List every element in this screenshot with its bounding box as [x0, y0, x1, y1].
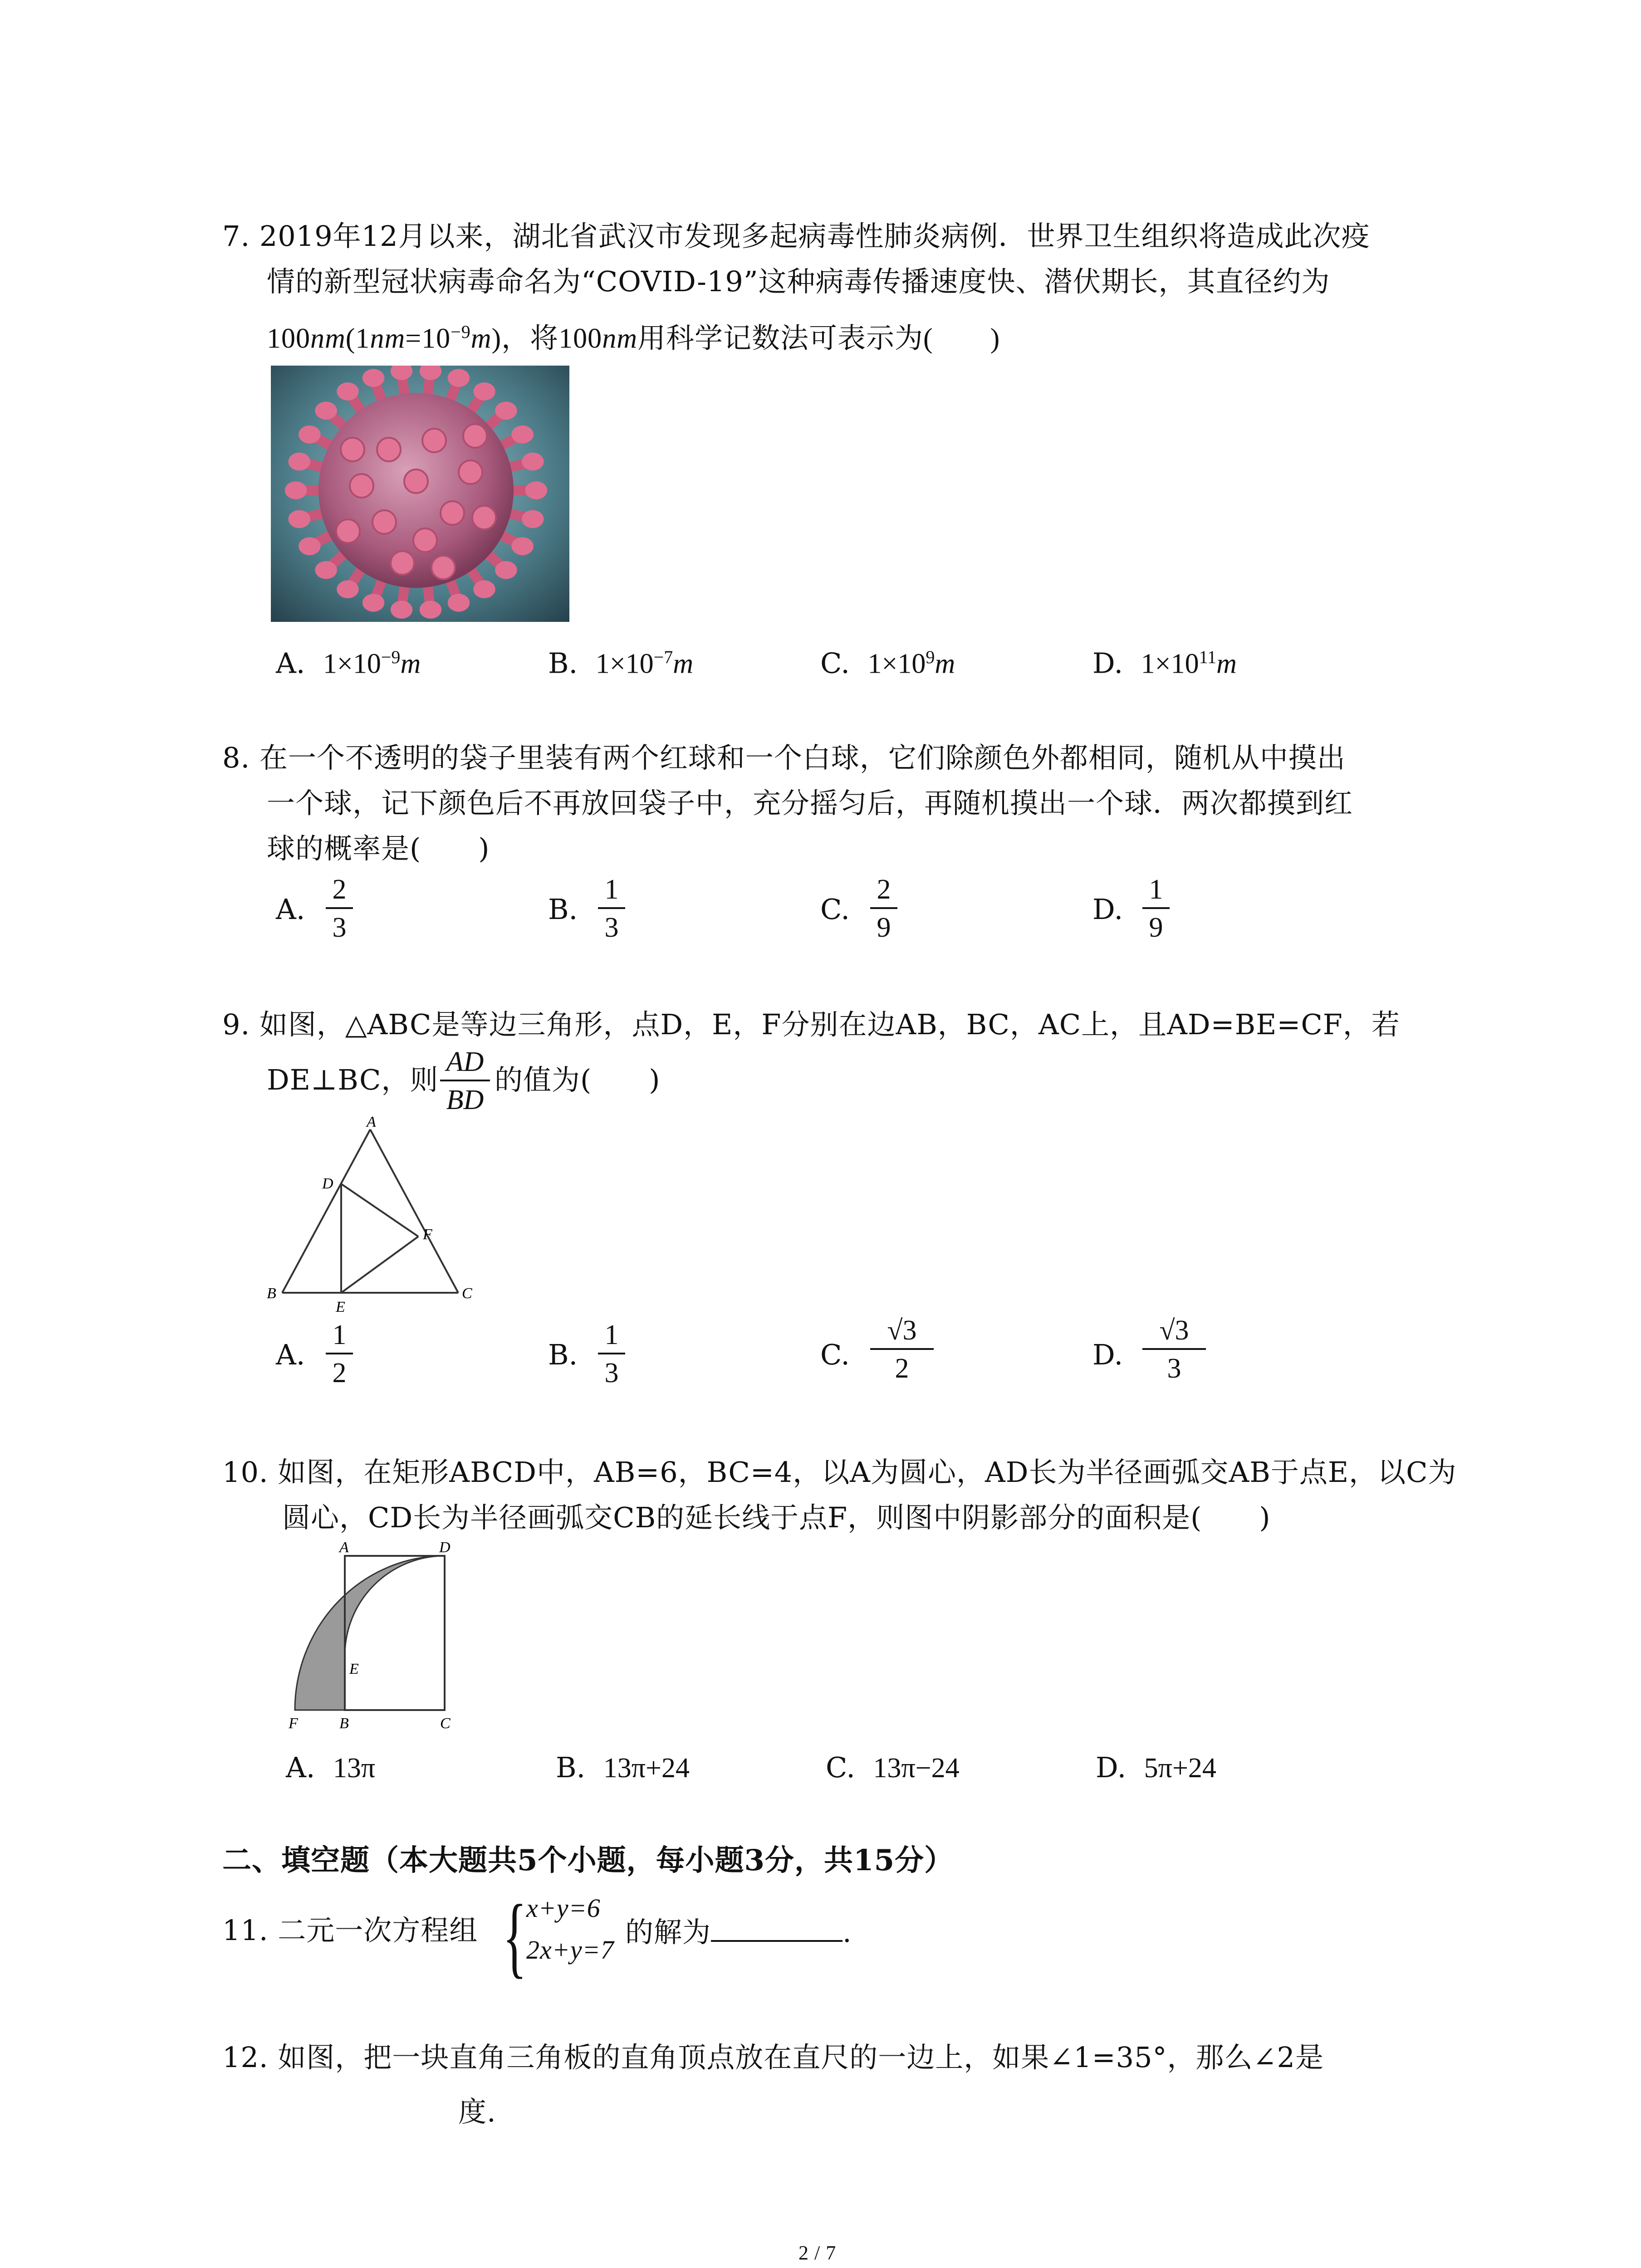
q10-rectangle-figure: [286, 1542, 499, 1737]
q8-option-a-label[interactable]: A.: [276, 893, 305, 926]
q10-label-f: F: [289, 1715, 298, 1732]
q9-option-a-fraction: 1 2: [326, 1321, 353, 1387]
q8-option-a-fraction: 2 3: [326, 875, 353, 942]
q8-option-c-fraction: 2 9: [870, 875, 897, 942]
q11-equation-1: x+y=6: [526, 1893, 601, 1923]
q9-label-a: A: [367, 1116, 376, 1130]
q9-option-d-fraction: √3 3: [1142, 1316, 1206, 1383]
q9-line2a: DE⊥BC，则: [267, 1063, 439, 1096]
q9-option-c-fraction: √3 2: [870, 1316, 934, 1383]
q7-option-b[interactable]: B. $1\times 10^{-7}m$: [548, 646, 694, 680]
q11-prefix: 11. 二元一次方程组: [222, 1914, 478, 1947]
virus-image: [271, 366, 569, 622]
q10-label-b: B: [339, 1715, 349, 1732]
page-number: 2 / 7: [798, 2242, 837, 2264]
q8-option-b-label[interactable]: B.: [548, 893, 578, 926]
q9-option-c-label[interactable]: C.: [820, 1338, 850, 1371]
q7-line3: $100nm(1nm=10^{-9}m)$，将100nm用科学记数法可表示为( ): [267, 322, 1000, 354]
q10-label-c: C: [440, 1715, 451, 1732]
q9-label-c: C: [462, 1285, 472, 1302]
q8-option-c-label[interactable]: C.: [820, 893, 850, 926]
q10-line1: 10. 如图，在矩形ABCD中，AB=6，BC=4，以A为圆心，AD长为半径画弧交AB于点E，以C为: [222, 1456, 1457, 1489]
q11-suffix: 的解为 .: [625, 1916, 852, 1949]
q9-option-b-label[interactable]: B.: [548, 1338, 578, 1371]
q11-equation-2: 2x+y=7: [526, 1935, 614, 1965]
q7-option-c[interactable]: C. $1\times 10^9m$: [820, 646, 955, 680]
q10-option-a[interactable]: A. 13π: [286, 1751, 376, 1784]
q11-brace: {: [503, 1887, 527, 1987]
q9-option-d-label[interactable]: D.: [1092, 1338, 1123, 1371]
q10-option-b[interactable]: B. 13π+24: [556, 1751, 690, 1784]
q9-label-e: E: [336, 1299, 345, 1315]
q8-option-d-label[interactable]: D.: [1092, 893, 1123, 926]
section-2-title: 二、填空题（本大题共5个小题，每小题3分，共15分）: [222, 1843, 954, 1877]
q7-option-a[interactable]: A. $1\times 10^{-9}m$: [276, 646, 421, 680]
q12-line1: 12. 如图，把一块直角三角板的直角顶点放在直尺的一边上，如果∠1=35°，那么∠2是: [222, 2041, 1324, 2074]
q9-label-f: F: [423, 1226, 432, 1243]
q9-triangle-figure: [259, 1116, 481, 1315]
q10-option-d[interactable]: D. 5π+24: [1096, 1751, 1216, 1784]
q10-label-a: A: [339, 1542, 349, 1556]
q8-option-d-fraction: 1 9: [1142, 875, 1170, 942]
q9-label-b: B: [267, 1285, 276, 1302]
q7-line2: 情的新型冠状病毒命名为“COVID-19”这种病毒传播速度快、潜伏期长，其直径约为: [267, 265, 1330, 298]
q10-option-c[interactable]: C. 13π−24: [826, 1751, 960, 1784]
q8-line2: 一个球，记下颜色后不再放回袋子中，充分摇匀后，再随机摸出一个球．两次都摸到红: [267, 787, 1353, 820]
q9-option-a-label[interactable]: A.: [276, 1338, 305, 1371]
q8-option-b-fraction: 1 3: [598, 875, 625, 942]
q10-label-e: E: [349, 1661, 359, 1677]
q9-line1: 9. 如图，△ABC是等边三角形，点D，E，F分别在边AB，BC，AC上，且AD=BE=CF，若: [222, 1008, 1400, 1041]
q12-line2: 度.: [458, 2095, 496, 2128]
q9-option-b-fraction: 1 3: [598, 1321, 625, 1387]
q9-line2b: 的值为( ): [495, 1063, 661, 1096]
q9-label-d: D: [322, 1175, 333, 1192]
q7-option-d[interactable]: D. $1\times 10^{11}m$: [1092, 646, 1237, 680]
q10-line2: 圆心，CD长为半径画弧交CB的延长线于点F，则图中阴影部分的面积是( ): [282, 1501, 1271, 1534]
q11-answer-blank[interactable]: [711, 1916, 843, 1942]
q8-line1: 8. 在一个不透明的袋子里装有两个红球和一个白球，它们除颜色外都相同，随机从中摸出: [222, 741, 1346, 774]
q7-line1: 7. 2019年12月以来，湖北省武汉市发现多起病毒性肺炎病例．世界卫生组织将造成此次疫: [222, 220, 1370, 253]
q8-line3: 球的概率是( ): [267, 832, 490, 865]
q10-label-d: D: [439, 1542, 451, 1556]
q9-ratio-fraction: AD BD: [440, 1048, 490, 1114]
